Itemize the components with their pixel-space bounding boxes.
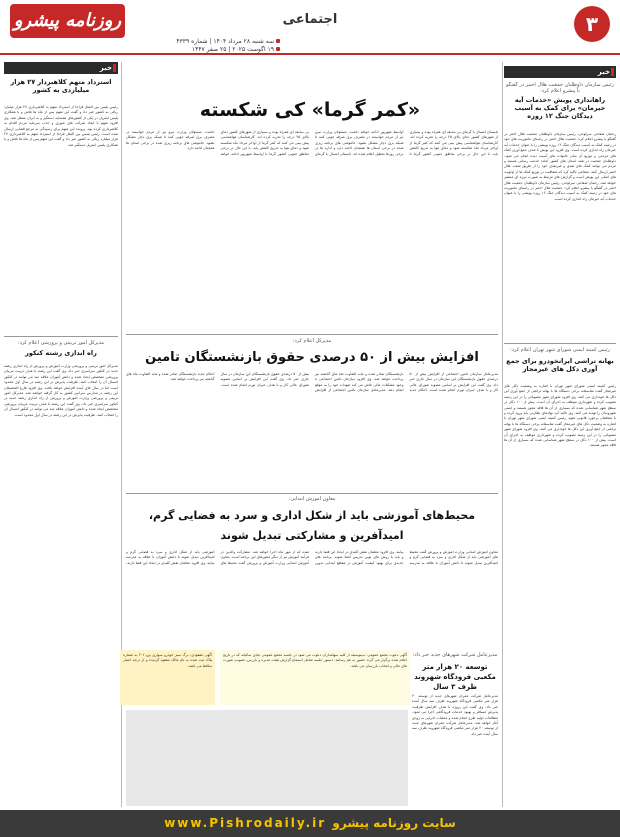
notice-box-b: آگهی دعوت مجمع عمومی: بدینوسیله از کلیه سهامداران دعوت می شود در جلسه مجمع عمومی عادی سالیانه که در تاریخ اعلام شده برگزار می گردد حضور به هم رسانند. دستور جلسه شامل استماع گزارش هیئت مدیره و بازرس، تصویب صورت های مالی و انتخاب بازرسان می باشد. xyxy=(220,650,410,705)
land-story-body: مدیرعامل شرکت عمران شهرهای جدید از توسعه ۲۰ هزار متر مکعبی فرودگاه شهروند ظرف سه سال آینده خبر داد. وی گفت این پروژه با هدف افزایش ظرفیت پذیرش مسافر و بهبود خدمات فرودگاهی اجرا می شود. مطالعات اولیه طرح انجام شده و عملیات اجرایی به زودی آغاز خواهد شد. مدیرعامل شرکت عمران شهرهای جدید از توسعه ۲۰ هزار متر مکعبی فرودگاه شهروند ظرف سه سال آینده خبر داد. xyxy=(412,694,498,736)
divider xyxy=(504,343,616,344)
main-story-body: تابستان امسال با گرمای بی سابقه ای همراه بوده و بسیاری از شهرهای کشور دمای بالای ۴۵ درجه را تجربه کرده اند. کارشناسان هواشناسی پیش بینی می کنند که کمر گرما از اواخر مرداد ماه شکسته شود و دمای هوا به تدریج کاهش یابد. با این حال در برخی مناطق جنوبی کشور گرما تا اواسط شهریور ادامه خواهد داشت. مسئولان وزارت نیرو نیز از مردم خواستند در مصرف برق صرفه جویی کنند تا شبکه برق دچار مشکل نشود. خاموشی های برنامه ریزی شده در برخی استان ها همچنان ادامه دارد و اداره ها در برخی روزها تعطیل اعلام شده اند. تابستان امسال با گرمای بی سابقه ای همراه بوده و بسیاری از شهرهای کشور دمای بالای ۴۵ درجه را تجربه کرده اند. کارشناسان هواشناسی پیش بینی می کنند که کمر گرما از اواخر مرداد ماه شکسته شود و دمای هوا به تدریج کاهش یابد. با این حال در برخی مناطق جنوبی کشور گرما تا اواسط شهریور ادامه خواهد داشت. مسئولان وزارت نیرو نیز از مردم خواستند در مصرف برق صرفه جویی کنند تا شبکه برق دچار مشکل نشود. خاموشی های برنامه ریزی شده در برخی استان ها همچنان ادامه دارد. xyxy=(126,130,498,156)
column-divider xyxy=(502,62,503,807)
land-headline: توسعه ۲۰ هزار متر مکعبی فرودگاه شهروند ظرف ۳ سال xyxy=(414,663,496,691)
right-item1-body: رحمان شفاعی سرلوحی، رئیس سازمان داوطلبان جمعیت هلال احمر در گفتگو با پیشرو اعلام کرد: جمعیت هلال احمر در راستای ماموریت های خود در زمینه کمک به آسیب دیدگان جنگ ۱۲ روزه پویشی را با عنوان خدمات آیه خیرمان راه اندازی کرده است. وی افزود این پویش با هدف جمع آوری کمک های مردمی و توزیع آن میان خانواده های آسیب دیده انجام می شود. داوطلبان جمعیت در همه استان های کشور آماده خدمت رسانی هستند و مردم می توانند کمک های نقدی و غیرنقدی خود را از طریق شعب هلال احمر ارسال کنند. شفاعی تاکید کرد که شفافیت در توزیع کمک ها از اولویت های اصلی این پویش است و گزارش های مرتبط به صورت دوره ای منتشر خواهد شد. رحمان شفاعی سرلوحی، رئیس سازمان داوطلبان جمعیت هلال احمر در گفتگو با پیشرو اعلام کرد: جمعیت هلال احمر در راستای ماموریت های خود در زمینه کمک به آسیب دیدگان جنگ ۱۲ روزه پویشی را با عنوان خدمات آیه خیرمان راه اندازی کرده است. xyxy=(504,132,616,201)
section-title: اجتماعی xyxy=(282,12,338,27)
education-story-body: معاون آموزش ابتدایی وزارت آموزش و پرورش گفت محیط های آموزشی باید از شکل اداری و سرد به فضایی گرم و امیدآفرین تبدیل شوند تا دانش آموزان با علاقه به مدرسه بیایند. وی افزود معلمان نقش کلیدی در ایجاد این فضا دارند و باید با روش های نوین تدریس آشنا شوند. برنامه های جدیدی برای بهبود کیفیت آموزش در مقطع ابتدایی تدوین شده که از مهر ماه اجرا خواهد شد. مشارکت والدین در فرآیند آموزش نیز از دیگر محورهای این برنامه است. معاون آموزش ابتدایی وزارت آموزش و پرورش گفت محیط های آموزشی باید از شکل اداری و سرد به فضایی گرم و امیدآفرین تبدیل شوند تا دانش آموزان با علاقه به مدرسه بیایند. وی افزود معلمان نقش کلیدی در ایجاد این فضا دارند. xyxy=(126,550,498,565)
right-column-heading: خبر xyxy=(504,66,616,78)
left-column-heading: خبر xyxy=(4,62,118,74)
bullet-icon xyxy=(276,47,280,51)
land-kicker: مدیرعامل شرکت شهرهای جدید خبر داد: xyxy=(412,652,498,658)
left-item2-kicker: مدیرکل امور تربیتی و پرورشی اعلام کرد: xyxy=(17,340,105,346)
page-number: ۳ xyxy=(574,6,610,42)
education-headline: محیط‌های آموزشی باید از شکل اداری و سرد به فضایی گرم، امیدآفرین و مشارکتی تبدیل شوند xyxy=(148,509,476,542)
left-item1-body: رئیس پلیس بین الملل فراجا از استرداد متهم به کلاهبرداری ۲۷ هزار میلیارد ریالی به کشور خبر داد و گفت این متهم پس از ماه ها تلاش و با همکاری پلیس اینترپل در یکی از کشورهای همسایه دستگیر و به ایران منتقل شد. وی افزود متهم با ایجاد شرکت های صوری و جذب سرمایه مردم اقدام به کلاهبرداری کرده بود. پرونده این متهم برای رسیدگی به مرجع قضایی ارسال شده است. رئیس پلیس بین الملل فراجا از استرداد متهم به کلاهبرداری ۲۷ هزار میلیارد ریالی به کشور خبر داد و گفت این متهم پس از ماه ها تلاش و با همکاری پلیس اینترپل دستگیر شد. xyxy=(4,105,118,147)
issue-date: سه شنبه ۲۸ مرداد ۱۴۰۴ | شماره ۴۳۳۹ xyxy=(130,38,280,45)
divider xyxy=(126,493,498,494)
footer-website[interactable]: www.Pishrodaily.ir سایت روزنامه پیشرو xyxy=(164,816,456,830)
bullet-icon xyxy=(276,39,280,43)
main-headline: «کمر گرما» کی شکسته xyxy=(199,99,421,121)
newspaper-logo: روزنامه پیشرو xyxy=(10,4,125,38)
pension-kicker: مدیرکل اعلام کرد: xyxy=(292,338,332,344)
notice-box-a: آگهی مفقودی: برگ سبز خودرو سواری پژو ۲۰۶ به شماره پلاک ثبت شده به نام مالک مفقود گردیده و از درجه اعتبار ساقط می باشد. xyxy=(120,650,215,705)
left-item1-title: استرداد متهم کلاهبردار ۲۷ هزار میلیاردی به کشور xyxy=(10,78,112,94)
education-kicker: معاون آموزش ابتدایی: xyxy=(288,496,336,502)
pension-story-body: مدیرعامل سازمان تامین اجتماعی از افزایش بیش از ۵۰ درصدی حقوق بازنشستگان این سازمان در سال جاری خبر داد. وی گفت این افزایش بر اساس مصوبه شورای عالی کار و با هدف جبران تورم انجام شده است. احکام جدید بازنشستگان صادر شده و مابه التفاوت ماه های گذشته نیز پرداخت خواهد شد. وی افزود سازمان تامین اجتماعی با وجود مشکلات مالی تلاش می کند تعهدات خود را به موقع انجام دهد. مدیرعامل سازمان تامین اجتماعی از افزایش بیش از ۵۰ درصدی حقوق بازنشستگان این سازمان در سال جاری خبر داد. وی گفت این افزایش بر اساس مصوبه شورای عالی کار و با هدف جبران تورم انجام شده است. احکام جدید بازنشستگان صادر شده و مابه التفاوت ماه های گذشته نیز پرداخت خواهد شد. xyxy=(126,372,498,393)
right-item2-title: بهانه تراشی ایرانخودرو برای جمع آوری دکل های غیرمجاز xyxy=(506,357,614,373)
bottom-ads-area xyxy=(126,710,408,806)
right-item2-kicker: رئیس کمیته ایمنی شورای شهر تهران اعلام کرد: xyxy=(510,347,610,353)
left-item2-body: مدیرکل امور تربیتی و پرورشی وزارت آموزش و پرورش از راه اندازی رشته جدید در کنکور سراسری خبر داد. وی گفت این رشته با هدف تربیت مربیان پرورشی متخصص ایجاد شده و دانش آموزان علاقه مند می توانند در کنکور امسال آن را انتخاب کنند. ظرفیت پذیرش در این رشته در سال اول محدود است اما در سال های آینده افزایش خواهد یافت. وی افزود فارغ التحصیلان این رشته در مدارس سراسر کشور به کار گرفته خواهند شد. مدیرکل امور تربیتی و پرورشی وزارت آموزش و پرورش از راه اندازی رشته جدید در کنکور سراسری خبر داد. وی گفت این رشته با هدف تربیت مربیان پرورشی متخصص ایجاد شده و دانش آموزان علاقه مند می توانند در کنکور امسال آن را انتخاب کنند. ظرفیت پذیرش در این رشته در سال اول محدود است. xyxy=(4,364,118,417)
divider xyxy=(4,336,118,337)
right-item1-kicker: رئیس سازمان داوطلبان جمعیت هلال احمر در گفتگو با پیشرو اعلام کرد: xyxy=(506,82,614,94)
left-item2-title: راه اندازی رشته کنکور xyxy=(25,349,97,357)
right-item1-title: راهاندازی پویش «خدمات آیه خیرمان» برای کمک به آسیب دیدگان جنگ ۱۲ روزه xyxy=(514,96,606,120)
right-item2-body: رئیس کمیته ایمنی شورای شهر تهران با اشاره به وضعیت دکل های غیرمجاز گفت متاسفانه برخی دستگاه ها با بهانه تراشی از جمع آوری این دکل ها خودداری می کنند. وی افزود شورای شهر مصوباتی را در این زمینه تصویب کرده و شهرداری موظف به اجرای آن است. بیش از ۱۰۰ دکل در سطح شهر شناسایی شده که بسیاری از آن ها فاقد مجوز هستند و ایمنی شهروندان را تهدید می کنند. وی تاکید کرد نهادهای نظارتی باید ورود کرده و با متخلفان برخورد قانونی شود. رئیس کمیته ایمنی شورای شهر تهران با اشاره به وضعیت دکل های غیرمجاز گفت متاسفانه برخی دستگاه ها با بهانه تراشی از جمع آوری این دکل ها خودداری می کنند. وی افزود شورای شهر مصوباتی را در این زمینه تصویب کرده و شهرداری موظف به اجرای آن است. بیش از ۱۰۰ دکل در سطح شهر شناسایی شده که بسیاری از آن ها فاقد مجوز هستند. xyxy=(504,384,616,448)
divider xyxy=(126,334,498,335)
pension-headline: افزایش بیش از ۵۰ درصدی حقوق بازنشستگان تامین xyxy=(145,350,479,365)
issue-date-gregorian: ۱۹ اگوست ۲۰۲۵ | ۲۵ صفر ۱۴۴۷ xyxy=(130,46,280,53)
